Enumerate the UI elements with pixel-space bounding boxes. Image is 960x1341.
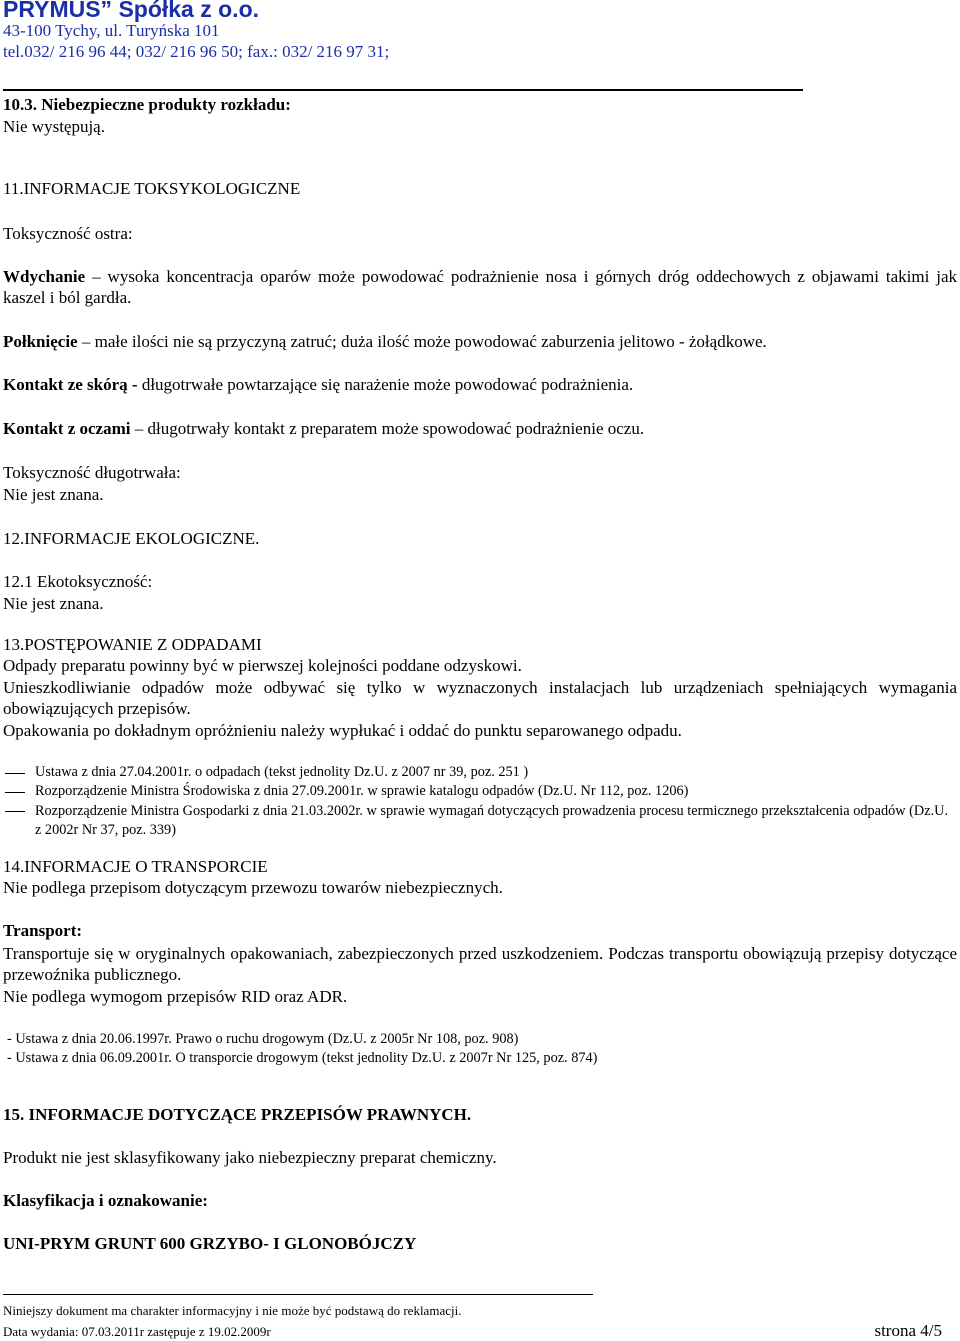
transport-ref-2: - Ustawa z dnia 06.09.2001r. O transporcie drogowym (tekst jednolity Dz.U. z 2007r Nr 125, poz. 874) xyxy=(7,1050,598,1066)
skin-text: długotrwałe powtarzające się narażenie może powodować podrażnienia. xyxy=(137,375,634,394)
transport-p2: Transportuje się w oryginalnych opakowaniach, zabezpieczonych przed uszkodzeniem. Podczas transportu obowiązują przepisy dotyczące przewoźnika publicznego. xyxy=(3,944,957,984)
transport-label: Transport: xyxy=(3,921,83,940)
eyes-text: – długotrwały kontakt z preparatem może spowodować podrażnienie oczu. xyxy=(130,419,645,438)
inhalation-paragraph xyxy=(3,266,957,308)
waste-ref-3: Rozporządzenie Ministra Gospodarki z dnia 21.03.2002r. w sprawie wymagań dotyczących prowadzenia procesu termicznego przekształcenia odpadów (Dz.U. z 2002r Nr 37, poz. 339) xyxy=(35,803,949,838)
sec14-heading: 14.INFORMACJE O TRANSPORCIE xyxy=(3,857,268,876)
eyes-paragraph xyxy=(3,418,644,439)
swallow-label: Połknięcie xyxy=(3,332,78,351)
company-address: 43-100 Tychy, ul. Turyńska 101 xyxy=(3,21,220,40)
sec11-heading: 11.INFORMACJE TOKSYKOLOGICZNE xyxy=(3,179,301,198)
company-phones: tel.032/ 216 96 44; 032/ 216 96 50; fax.: 032/ 216 97 31; xyxy=(3,42,390,61)
footer-disclaimer: Niniejszy dokument ma charakter informacyjny i nie może być podstawą do reklamacji. xyxy=(3,1303,462,1318)
waste-ref-1: Ustawa z dnia 27.04.2001r. o odpadach (tekst jednolity Dz.U. z 2007 nr 39, poz. 251 ) xyxy=(35,764,529,780)
transport-p1: Nie podlega przepisom dotyczącym przewozu towarów niebezpiecznych. xyxy=(3,878,503,897)
bullet-dash xyxy=(5,792,25,793)
ecotoxicity-text: Nie jest znana. xyxy=(3,594,104,613)
transport-p3: Nie podlega wymogom przepisów RID oraz ADR. xyxy=(3,987,348,1006)
waste-p2: Unieszkodliwianie odpadów może odbywać się tylko w wyznaczonych instalacjach lub urządzeniach spełniających wymagania obowiązujących przepisów. xyxy=(3,678,957,718)
waste-p3: Opakowania po dokładnym opróżnieniu należy wypłukać i oddać do punktu separowanego odpadu. xyxy=(3,721,682,740)
bullet-dash xyxy=(5,773,25,774)
eyes-label: Kontakt z oczami xyxy=(3,419,131,438)
inhalation-label: Wdychanie xyxy=(3,267,86,286)
transport-ref-1: - Ustawa z dnia 20.06.1997r. Prawo o ruchu drogowym (Dz.U. z 2005r Nr 108, poz. 908) xyxy=(7,1031,519,1047)
sec10-heading: 10.3. Niebezpieczne produkty rozkładu: xyxy=(3,95,291,114)
swallow-text: – małe ilości nie są przyczyną zatruć; duża ilość może powodować zaburzenia jelitowo - żołądkowe. xyxy=(77,332,767,351)
page-number: strona 4/5 xyxy=(874,1321,942,1340)
regulation-p1: Produkt nie jest sklasyfikowany jako niebezpieczny preparat chemiczny. xyxy=(3,1148,497,1167)
footer-date: Data wydania: 07.03.2011r zastępuje z 19.02.2009r xyxy=(3,1324,271,1339)
product-name: UNI-PRYM GRUNT 600 GRZYBO- I GLONOBÓJCZY xyxy=(3,1234,417,1253)
company-name: PRYMUS” Spółka z o.o. xyxy=(3,0,260,22)
waste-p1: Odpady preparatu powinny być w pierwszej kolejności poddane odzyskowi. xyxy=(3,656,522,675)
ecotoxicity-label: 12.1 Ekotoksyczność: xyxy=(3,572,153,591)
skin-label: Kontakt ze skórą - xyxy=(3,375,138,394)
footer-divider xyxy=(3,1294,593,1295)
header-divider xyxy=(3,89,803,91)
bullet-dash xyxy=(5,811,25,812)
chronic-toxicity-text: Nie jest znana. xyxy=(3,485,104,504)
swallow-paragraph xyxy=(3,331,767,352)
sec12-heading: 12.INFORMACJE EKOLOGICZNE. xyxy=(3,529,260,548)
classification-label: Klasyfikacja i oznakowanie: xyxy=(3,1191,208,1210)
sec15-heading: 15. INFORMACJE DOTYCZĄCE PRZEPISÓW PRAWNYCH. xyxy=(3,1105,472,1124)
sec10-text: Nie występują. xyxy=(3,117,105,136)
acute-toxicity-label: Toksyczność ostra: xyxy=(3,224,133,243)
waste-ref-2: Rozporządzenie Ministra Środowiska z dnia 27.09.2001r. w sprawie katalogu odpadów (Dz.U. Nr 112, poz. 1206) xyxy=(35,783,689,799)
skin-paragraph xyxy=(3,374,633,395)
inhalation-text: – wysoka koncentracja oparów może powodować podrażnienie nosa i górnych dróg oddechowych z objawami takimi jak kaszel i ból gardła. xyxy=(3,267,957,307)
chronic-toxicity-label: Toksyczność długotrwała: xyxy=(3,463,181,482)
sec13-heading: 13.POSTĘPOWANIE Z ODPADAMI xyxy=(3,635,262,654)
